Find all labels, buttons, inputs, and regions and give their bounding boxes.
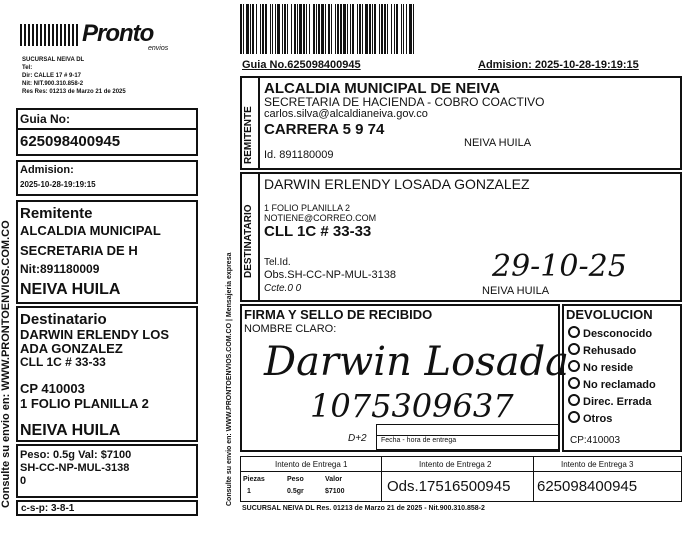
devolucion-cp: CP:410003 bbox=[570, 435, 621, 446]
intentos-row bbox=[240, 456, 682, 502]
intento-2-label: Intento de Entrega 2 bbox=[419, 460, 492, 469]
circle-icon bbox=[568, 360, 580, 372]
stub-vertical-url: Consulte su envio en: WWW.PRONTOENVIOS.COM.CO bbox=[0, 220, 12, 508]
destinatario-address: CLL 1C # 33-33 bbox=[264, 223, 372, 240]
table-header-peso: Peso bbox=[287, 476, 304, 483]
branch-line-2: Tel: bbox=[22, 65, 33, 71]
stub-remitente-box bbox=[16, 200, 198, 304]
option-label: Otros bbox=[583, 413, 613, 425]
branch-line-1: SUCURSAL NEIVA DL bbox=[22, 57, 85, 63]
stub-remitente-city: NEIVA HUILA bbox=[20, 281, 121, 298]
fecha-label: Fecha - hora de entrega bbox=[381, 437, 457, 444]
circle-icon bbox=[568, 394, 580, 406]
divider bbox=[533, 457, 534, 501]
stub-guia-number: 625098400945 bbox=[20, 133, 121, 150]
option-no-reside bbox=[568, 360, 656, 377]
remitente-city: NEIVA HUILA bbox=[464, 137, 532, 149]
logo-subtext: envios bbox=[148, 45, 169, 52]
destinatario-obs: Obs.SH-CC-NP-MUL-3138 bbox=[264, 269, 397, 281]
stub-destinatario-label: Destinatario bbox=[20, 311, 107, 328]
destinatario-name: DARWIN ERLENDY LOSADA GONZALEZ bbox=[264, 176, 530, 192]
table-value-piezas: 1 bbox=[247, 488, 251, 495]
remitente-dept: SECRETARIA DE HACIENDA - COBRO COACTIVO bbox=[264, 95, 545, 109]
destinatario-email: NOTIENE@CORREO.COM bbox=[264, 213, 377, 223]
circle-icon bbox=[568, 326, 580, 338]
pieces-table bbox=[243, 474, 379, 500]
remitente-address: CARRERA 5 9 74 bbox=[264, 121, 385, 138]
logo-stripes bbox=[20, 24, 80, 46]
stub-destinatario-box bbox=[16, 306, 198, 442]
stub-admision-label: Admision: bbox=[20, 164, 74, 176]
divider bbox=[258, 78, 260, 168]
stub-destinatario-city: NEIVA HUILA bbox=[20, 422, 121, 439]
remitente-email: carlos.silva@alcaldianeiva.gov.co bbox=[264, 108, 428, 120]
stub-admision-value: 2025-10-28-19:19:15 bbox=[20, 180, 96, 189]
stub-footer-box bbox=[16, 500, 198, 516]
header-admision: Admision: 2025-10-28-19:19:15 bbox=[478, 59, 639, 71]
devolucion-title: DEVOLUCION bbox=[566, 307, 653, 322]
branch-line-3: Dir: CALLE 17 # 9-17 bbox=[22, 73, 82, 79]
stub-peso-line: Peso: 0.5g Val: $7100 bbox=[20, 449, 132, 461]
table-header-valor: Valor bbox=[325, 476, 343, 483]
option-label: No reclamado bbox=[583, 379, 656, 391]
stub-remitente-line-2: SECRETARIA DE H bbox=[20, 243, 138, 258]
stub-obs-line: SH-CC-NP-MUL-3138 bbox=[20, 462, 130, 474]
circle-icon bbox=[568, 411, 580, 423]
remitente-id: Id. 891180009 bbox=[264, 149, 334, 161]
option-direc-errada bbox=[568, 394, 656, 411]
main-footer: SUCURSAL NEIVA DL Res. 01213 de Marzo 21 de 2025 - Nit.900.310.858-2 bbox=[242, 505, 485, 512]
stub-remitente-label: Remitente bbox=[20, 205, 93, 222]
logo-text: Pronto bbox=[82, 20, 154, 47]
remitente-section bbox=[240, 76, 682, 170]
middle-vertical-text: Consulte su envio en: WWW.PRONTOENVIOS.COM.CO | Mensajeria expresa bbox=[226, 252, 233, 506]
remitente-name: ALCALDIA MUNICIPAL DE NEIVA bbox=[264, 80, 501, 97]
circle-icon bbox=[568, 377, 580, 389]
stub-destinatario-line-3: CLL 1C # 33-33 bbox=[20, 355, 106, 369]
table-value-valor: $7100 bbox=[325, 488, 345, 495]
stub-cp: CP 410003 bbox=[20, 381, 85, 396]
stub-guia-box bbox=[16, 108, 198, 156]
divider bbox=[18, 128, 196, 130]
destinatario-vertical-label: DESTINATARIO bbox=[243, 204, 254, 278]
divider bbox=[381, 457, 382, 501]
ods-number: Ods.17516500945 bbox=[387, 478, 511, 495]
divider bbox=[258, 174, 260, 300]
intento-3-label: Intento de Entrega 3 bbox=[561, 460, 634, 469]
option-label: Direc. Errada bbox=[583, 396, 652, 408]
stub-admision-box bbox=[16, 160, 198, 196]
barcode-bar bbox=[414, 4, 416, 54]
left-stub bbox=[0, 0, 200, 546]
d2-label: D+2 bbox=[348, 433, 367, 444]
signature-name: Darwin Losada bbox=[264, 339, 570, 385]
fecha-box bbox=[376, 424, 560, 450]
handwritten-date: 29-10-25 bbox=[492, 249, 627, 284]
firma-title: FIRMA Y SELLO DE RECIBIDO bbox=[244, 307, 433, 322]
option-no-reclamado bbox=[568, 377, 656, 394]
destinatario-tel: Tel.Id. bbox=[264, 257, 291, 268]
intento-guia-number: 625098400945 bbox=[537, 478, 638, 495]
stub-remitente-line-3: Nit:891180009 bbox=[20, 262, 100, 276]
option-desconocido bbox=[568, 326, 656, 343]
signature-id: 1075309637 bbox=[310, 387, 514, 425]
branch-line-5: Res Res: 01213 de Marzo 21 de 2025 bbox=[22, 89, 126, 95]
fecha-grid bbox=[377, 425, 559, 436]
stub-remitente-line-1: ALCALDIA MUNICIPAL bbox=[20, 223, 161, 238]
circle-icon bbox=[568, 343, 580, 355]
destinatario-section bbox=[240, 172, 682, 302]
remitente-vertical-label: REMITENTE bbox=[243, 106, 254, 164]
option-rehusado bbox=[568, 343, 656, 360]
option-label: Desconocido bbox=[583, 328, 653, 340]
stub-folio: 1 FOLIO PLANILLA 2 bbox=[20, 396, 149, 411]
header-guia: Guia No.625098400945 bbox=[242, 59, 361, 71]
table-header-piezas: Piezas bbox=[243, 476, 265, 483]
stub-zero-line: 0 bbox=[20, 475, 27, 487]
stub-peso-box bbox=[16, 444, 198, 498]
destinatario-folio: 1 FOLIO PLANILLA 2 bbox=[264, 203, 351, 213]
stub-footer-code: c-s-p: 3-8-1 bbox=[21, 503, 75, 514]
option-label: Rehusado bbox=[583, 345, 637, 357]
stub-destinatario-line-1: DARWIN ERLENDY LOS bbox=[20, 327, 170, 342]
divider bbox=[241, 471, 681, 472]
firma-section bbox=[240, 304, 570, 452]
table-value-peso: 0.5gr bbox=[287, 488, 304, 495]
pronto-logo bbox=[20, 18, 192, 52]
branch-line-4: Nit: NIT.900.310.858-2 bbox=[22, 81, 84, 87]
barcode bbox=[240, 4, 680, 54]
destinatario-city: NEIVA HUILA bbox=[482, 285, 550, 297]
option-label: No reside bbox=[583, 362, 634, 374]
nombre-label: NOMBRE CLARO: bbox=[244, 323, 337, 335]
intento-1-label: Intento de Entrega 1 bbox=[275, 460, 348, 469]
stub-guia-label: Guia No: bbox=[20, 112, 70, 126]
stub-destinatario-line-2: ADA GONZALEZ bbox=[20, 341, 123, 356]
devolucion-section bbox=[562, 304, 682, 452]
branch-info bbox=[22, 56, 198, 96]
devolucion-options bbox=[568, 326, 656, 428]
option-otros bbox=[568, 411, 656, 428]
destinatario-ccte: Ccte.0 0 bbox=[264, 283, 302, 294]
